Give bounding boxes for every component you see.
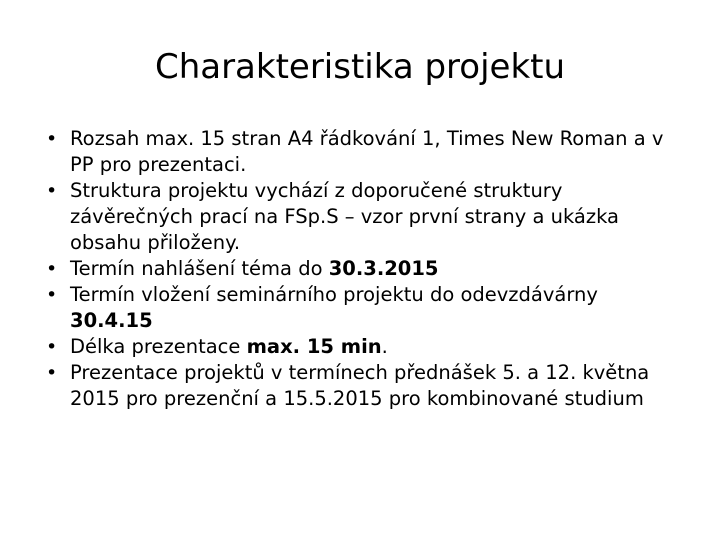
bullet-item-topic-deadline bbox=[44, 256, 684, 282]
bullet-icon: • bbox=[46, 284, 58, 306]
bullet-item-presentation-length bbox=[44, 334, 684, 360]
bullet-text: Termín vložení seminárního projektu do odevzdávárny bbox=[70, 283, 598, 306]
bullet-item-page-range bbox=[44, 126, 684, 178]
bullet-icon: • bbox=[46, 258, 58, 280]
bullet-text: Prezentace projektů v termínech přednášek 5. a 12. května 2015 pro prezenční a 15.5.2015 pro kombinované studium bbox=[70, 361, 650, 410]
topic-deadline-date: 30.3.2015 bbox=[328, 257, 439, 280]
bullet-icon: • bbox=[46, 180, 58, 202]
bullet-text: Délka prezentace bbox=[70, 335, 247, 358]
bullet-text: Rozsah max. 15 stran A4 řádkování 1, Times New Roman a v PP pro prezentaci. bbox=[70, 127, 664, 176]
slide-title: Charakteristika projektu bbox=[154, 47, 566, 87]
bullet-text: Struktura projektu vychází z doporučené struktury závěrečných prací na FSp.S – vzor první strany a ukázka obsahu přiloženy. bbox=[70, 179, 619, 254]
bullet-icon: • bbox=[46, 128, 58, 150]
presentation-length-value: max. 15 min bbox=[246, 335, 382, 358]
bullet-item-structure bbox=[44, 178, 684, 256]
submission-deadline-date: 30.4.15 bbox=[70, 309, 153, 332]
bullet-text-suffix: . bbox=[381, 335, 388, 358]
bullet-item-presentation-dates bbox=[44, 360, 684, 412]
bullet-item-submission-deadline bbox=[44, 282, 684, 334]
bullet-text: Termín nahlášení téma do bbox=[70, 257, 329, 280]
bullet-list bbox=[44, 126, 684, 412]
bullet-icon: • bbox=[46, 336, 58, 358]
bullet-icon: • bbox=[46, 362, 58, 384]
